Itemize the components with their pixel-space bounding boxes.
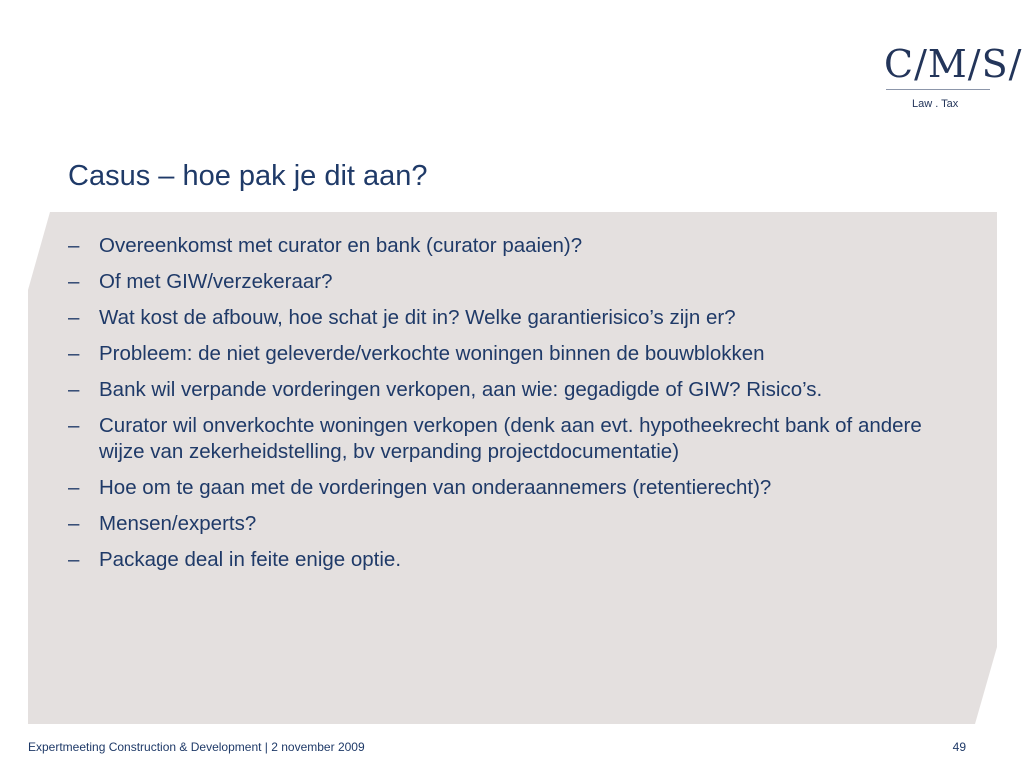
logo-wordmark: C/M/S/ xyxy=(884,42,1023,86)
bullet-text: Probleem: de niet geleverde/verkochte woningen binnen de bouwblokken xyxy=(99,342,765,365)
bullet-text: Bank wil verpande vorderingen verkopen, aan wie: gegadigde of GIW? Risico’s. xyxy=(99,378,823,401)
bullet-text: Hoe om te gaan met de vorderingen van onderaannemers (retentierecht)? xyxy=(99,476,772,499)
bullet-text: Curator wil onverkochte woningen verkopen (denk aan evt. hypotheekrecht bank of andere wijze van zekerheidstelling, bv verpanding projectdocumentatie) xyxy=(99,414,922,463)
bullet-item xyxy=(68,547,948,573)
bullet-text: Overeenkomst met curator en bank (curator paaien)? xyxy=(99,234,583,257)
logo-tagline: Law . Tax xyxy=(912,98,959,110)
bullet-list xyxy=(68,233,948,583)
bullet-dash: – xyxy=(68,342,80,365)
bullet-item xyxy=(68,341,948,367)
bullet-item xyxy=(68,377,948,403)
bullet-text: Package deal in feite enige optie. xyxy=(99,548,402,571)
bullet-dash: – xyxy=(68,234,80,257)
bullet-item xyxy=(68,233,948,259)
bullet-text: Of met GIW/verzekeraar? xyxy=(99,270,333,293)
page-number: 49 xyxy=(952,740,966,754)
bullet-item xyxy=(68,269,948,295)
bullet-dash: – xyxy=(68,378,80,401)
bullet-text: Wat kost de afbouw, hoe schat je dit in? Welke garantierisico’s zijn er? xyxy=(99,306,736,329)
logo-divider xyxy=(886,89,990,90)
bullet-dash: – xyxy=(68,414,80,437)
bullet-item xyxy=(68,413,948,465)
bullet-item xyxy=(68,475,948,501)
bullet-item xyxy=(68,305,948,331)
cms-logo xyxy=(880,38,1023,118)
bullet-dash: – xyxy=(68,270,80,293)
bullet-dash: – xyxy=(68,476,80,499)
bullet-item xyxy=(68,511,948,537)
bullet-dash: – xyxy=(68,548,80,571)
slide-title: Casus – hoe pak je dit aan? xyxy=(68,160,428,192)
bullet-dash: – xyxy=(68,306,80,329)
bullet-text: Mensen/experts? xyxy=(99,512,257,535)
bullet-dash: – xyxy=(68,512,80,535)
footer-text: Expertmeeting Construction & Development | 2 november 2009 xyxy=(28,740,365,754)
